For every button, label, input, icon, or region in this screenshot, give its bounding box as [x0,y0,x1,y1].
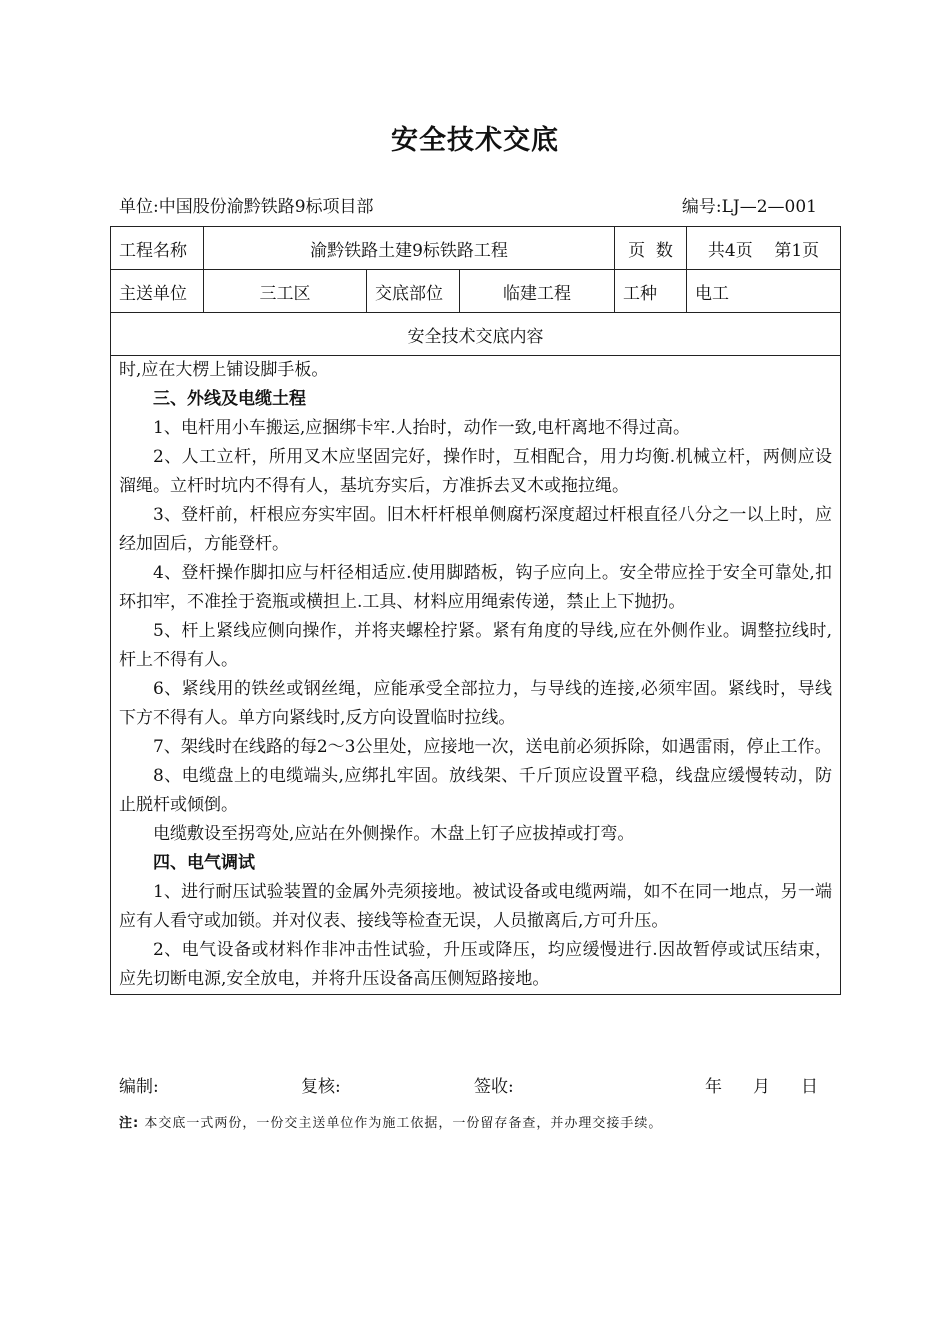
paragraph: 4、登杆操作脚扣应与杆径相适应.使用脚踏板，钩子应向上。安全带应拴于安全可靠处,扣环扣牢，不准拴于瓷瓶或横担上.工具、材料应用绳索传递，禁止上下抛扔。 [119,563,833,612]
serial-number: 编号:LJ—2—001 [681,197,817,217]
paragraph: 1、电杆用小车搬运,应捆绑卡牢.人抬时，动作一致,电杆离地不得过高。 [153,418,691,438]
disclosure-form [110,226,841,995]
project-label: 工程名称 [111,227,204,270]
paragraph: 时,应在大楞上铺设脚手板。 [119,360,329,380]
paragraph: 5、杆上紧线应侧向操作，并将夹螺栓拧紧。紧有角度的导线,应在外侧作业。调整拉线时,杆上不得有人。 [119,621,833,670]
note-label: 注: [119,1116,140,1131]
reviewer-label: 复核: [301,1077,341,1097]
form-row-content [111,356,841,995]
paragraph: 6、紧线用的铁丝或钢丝绳，应能承受全部拉力，与导线的连接,必须牢固。紧线时，导线下方不得有人。单方向紧线时,反方向设置临时拉线。 [119,679,833,728]
signature-row [119,1072,819,1096]
paragraph: 7、架线时在线路的每2～3公里处，应接地一次，送电前必须拆除，如遇雷雨，停止工作。 [153,737,832,757]
pages-value: 共4页 第1页 [687,227,841,270]
month-label: 月 [753,1077,770,1097]
paragraph: 8、电缆盘上的电缆端头,应绑扎牢固。放线架、千斤顶应设置平稳，线盘应缓慢转动，防止脱杆或倾倒。 [119,766,833,815]
paragraph: 电缆敷设至拐弯处,应站在外侧操作。木盘上钉子应拔掉或打弯。 [153,824,635,844]
year-label: 年 [705,1077,722,1097]
form-row-sender [111,270,841,313]
content-header: 安全技术交底内容 [111,313,841,356]
document-title: 安全技术交底 [391,125,559,156]
section-heading: 四、电气调试 [153,853,255,873]
paragraph: 2、人工立杆，所用叉木应坚固完好，操作时，互相配合，用力均衡.机械立杆，两侧应设溜绳。立杆时坑内不得有人，基坑夯实后，方准拆去叉木或拖拉绳。 [119,447,833,496]
pages-label: 页 数 [615,227,687,270]
content-body [111,356,841,995]
note-text: 本交底一式两份，一份交主送单位作为施工依据，一份留存备查，并办理交接手续。 [144,1116,663,1131]
project-value: 渝黔铁路土建9标铁路工程 [204,227,615,270]
form-row-project [111,227,841,270]
paragraph: 2、电气设备或材料作非冲击性试验，升压或降压，均应缓慢进行.因故暂停或试压结束，应先切断电源,安全放电，并将升压设备高压侧短路接地。 [119,940,833,989]
trade-value: 电工 [687,270,841,313]
footnote [119,1112,662,1131]
location-label: 交底部位 [367,270,460,313]
section-heading: 三、外线及电缆土程 [153,389,306,409]
form-row-header [111,313,841,356]
paragraph: 1、进行耐压试验装置的金属外壳须接地。被试设备或电缆两端，如不在同一地点，另一端应有人看守或加锁。并对仪表、接线等检查无误，人员撤离后,方可升压。 [119,882,833,931]
sender-value: 三工区 [204,270,367,313]
day-label: 日 [801,1077,818,1097]
unit-text: 单位:中国股份渝黔铁路9标项目部 [119,197,374,217]
paragraph: 3、登杆前，杆根应夯实牢固。旧木杆杆根单侧腐朽深度超过杆根直径八分之一以上时，应经加固后，方能登杆。 [119,505,833,554]
sender-label: 主送单位 [111,270,204,313]
location-value: 临建工程 [460,270,615,313]
trade-label: 工种 [615,270,687,313]
document-meta [119,192,817,217]
editor-label: 编制: [119,1077,159,1097]
receiver-label: 签收: [474,1077,514,1097]
